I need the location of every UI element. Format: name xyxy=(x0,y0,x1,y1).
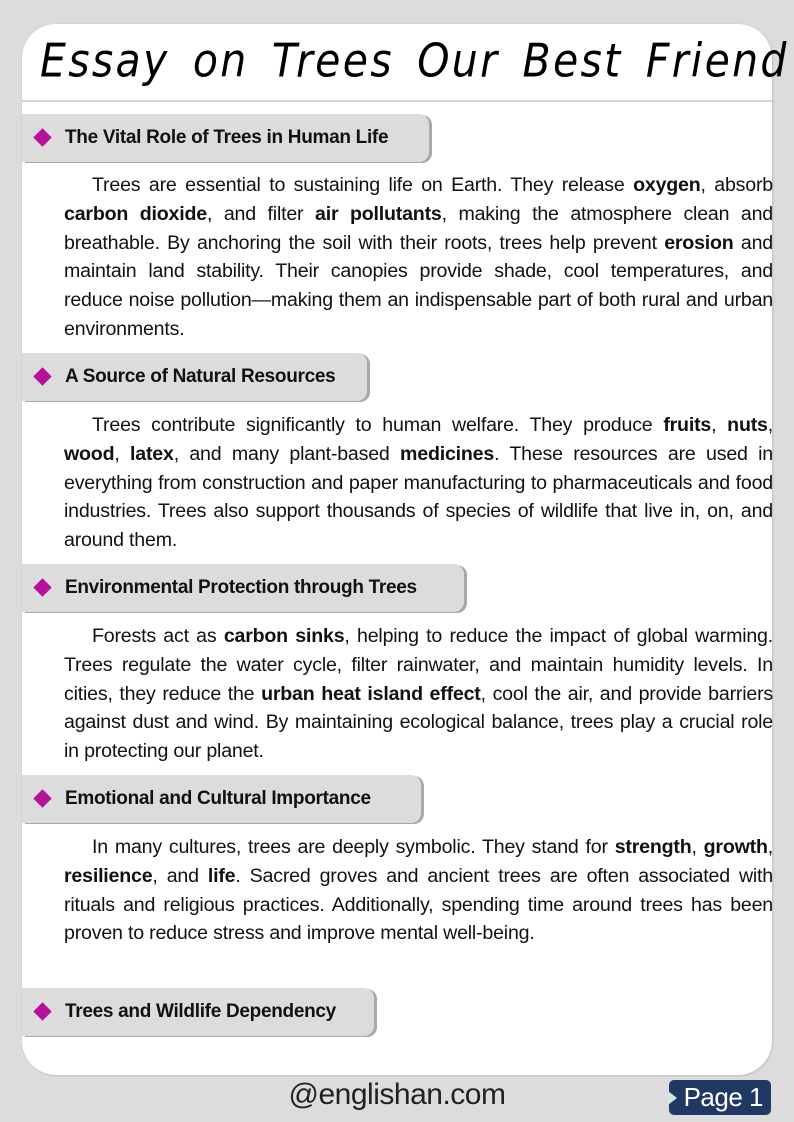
bold-keyword: latex xyxy=(130,442,174,465)
section-heading-text: Environmental Protection through Trees xyxy=(65,577,417,598)
bold-keyword: erosion xyxy=(664,231,734,254)
bold-keyword: carbon sinks xyxy=(223,625,345,647)
section-heading-text: A Source of Natural Resources xyxy=(65,366,336,387)
bold-keyword: fruits xyxy=(663,414,712,436)
bold-keyword: medicines xyxy=(400,442,495,465)
section-heading-text: Emotional and Cultural Importance xyxy=(65,788,371,809)
diamond-bullet-icon xyxy=(33,1002,51,1020)
bold-keyword: life xyxy=(207,864,236,887)
bold-keyword: nuts xyxy=(727,414,768,436)
paragraph-text: , and filter xyxy=(206,202,315,225)
section-paragraph xyxy=(64,622,773,766)
bold-keyword: oxygen xyxy=(633,174,701,196)
paragraph-text: . Sacred groves and ancient trees are often associated with rituals and religious practices. Additionally, spending time around trees has been proven to reduce stress and improve mental well-being. xyxy=(64,864,773,945)
paragraph-text: Trees are essential to sustaining life on Earth. They release xyxy=(92,174,634,196)
paragraph-text: , making the atmosphere clean and breathable. By anchoring the soil with their roots, trees help prevent xyxy=(64,202,774,254)
bold-keyword: air pollutants xyxy=(315,202,442,225)
bold-keyword: resilience xyxy=(64,864,153,887)
page-number-label: Page 1 xyxy=(683,1082,763,1112)
paragraph-text: In many cultures, trees are deeply symbolic. They stand for xyxy=(92,836,615,858)
title-bar xyxy=(22,24,789,102)
paragraph-text: Trees contribute significantly to human welfare. They produce xyxy=(92,414,664,436)
diamond-bullet-icon xyxy=(33,789,51,807)
page-title: Essay on Trees Our Best Friend xyxy=(40,34,789,88)
section-heading-environmental-protection xyxy=(22,564,464,612)
section-heading-vital-role xyxy=(22,114,429,162)
paragraph-text: , xyxy=(767,836,773,858)
section-heading-text: The Vital Role of Trees in Human Life xyxy=(65,127,389,148)
bold-keyword: growth xyxy=(703,836,768,858)
paragraph-text: , xyxy=(114,442,131,465)
paragraph-text: , absorb xyxy=(700,174,774,196)
paragraph-text: , cool the air, and provide barriers against dust and wind. By maintaining ecological balance, trees play a crucial role in protecting our planet. xyxy=(64,682,773,763)
section-paragraph xyxy=(64,411,773,555)
essay-card xyxy=(22,24,789,1075)
diamond-bullet-icon xyxy=(33,128,51,146)
paragraph-text: , xyxy=(711,414,728,436)
section-heading-wildlife-dependency xyxy=(22,988,374,1036)
paragraph-text: , xyxy=(767,414,773,436)
paragraph-text: . These resources are used in everything from construction and paper manufacturing to pharmaceuticals and food industries. Trees also support thousands of species of wildlife that live in, on, and around them. xyxy=(64,442,773,552)
section-heading-emotional-cultural xyxy=(22,775,421,823)
diamond-bullet-icon xyxy=(33,367,51,385)
paragraph-text: , and xyxy=(152,864,208,887)
section-paragraph xyxy=(64,833,773,948)
paragraph-text: and maintain land stability. Their canopies provide shade, cool temperatures, and reduce noise pollution—making them an indispensable part of both rural and urban environments. xyxy=(64,231,773,340)
diamond-bullet-icon xyxy=(33,578,51,596)
paragraph-text: , xyxy=(691,836,704,858)
paragraph-text: , helping to reduce the impact of global warming. Trees regulate the water cycle, filter rainwater, and maintain humidity levels. In cities, they reduce the xyxy=(64,625,773,705)
bold-keyword: urban heat island effect xyxy=(261,682,481,705)
section-heading-natural-resources xyxy=(22,353,367,401)
website-credit: @englishan.com xyxy=(288,1078,506,1111)
bold-keyword: wood xyxy=(64,442,115,465)
arrow-right-icon xyxy=(668,1091,677,1105)
section-paragraph xyxy=(64,171,773,344)
bold-keyword: carbon dioxide xyxy=(64,202,207,225)
paragraph-text: , and many plant-based xyxy=(173,442,401,465)
bold-keyword: strength xyxy=(614,836,692,858)
paragraph-text: Forests act as xyxy=(92,625,224,647)
page-number-badge xyxy=(669,1080,771,1115)
section-heading-text: Trees and Wildlife Dependency xyxy=(65,1001,336,1022)
